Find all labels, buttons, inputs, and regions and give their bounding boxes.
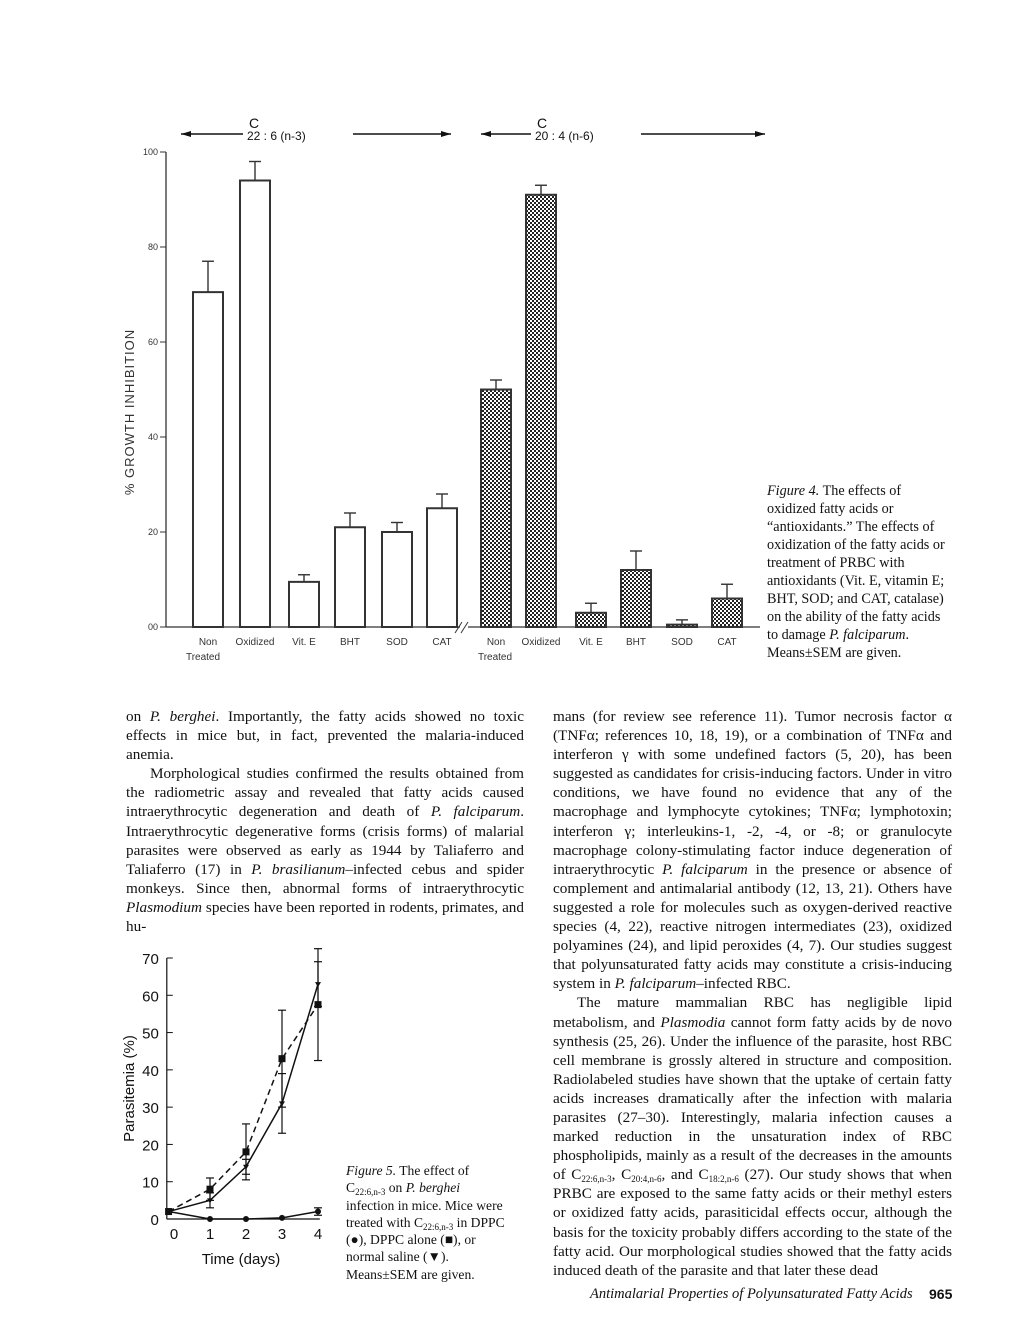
right-column-text	[553, 707, 952, 1280]
svg-text:C: C	[537, 115, 548, 131]
svg-text:30: 30	[142, 1100, 159, 1118]
svg-text:10: 10	[142, 1174, 159, 1192]
svg-text:100: 100	[142, 147, 158, 157]
svg-text:SOD: SOD	[671, 637, 693, 648]
svg-text:22 : 6 (n-3): 22 : 6 (n-3)	[247, 129, 306, 143]
bar	[667, 625, 697, 627]
left-column-text	[126, 707, 524, 936]
svg-text:50: 50	[142, 1025, 159, 1043]
paragraph: mans (for review see reference 11). Tumor necrosis factor α (TNFα; references 10, 18, 19), or a combination of TNFα and interferon γ with some undefined factors (5, 20), has been suggested as candidates for crisis-inducing factors. Under in vitro conditions, we have found no evidence that any of the macrophage and lymphocyte cytokines; TNFα; lymphotoxin; interferon γ; interleukins-1, -2, -4, or -8; or granulocyte macrophage colony-stimulating factor induce degeneration of intraerythrocytic P. falciparum in the presence or absence of complement and antimalarial antibody (12, 13, 21). Others have suggested a role for molecules such as oxygen-derived reactive species (4, 22), reactive nitrogen intermediates (23), oxidized polyamines (24), and lipid peroxides (4, 7). Our studies suggest that polyunsaturated fatty acids may constitute a crisis-inducing system in P. falciparum–infected RBC.	[553, 708, 952, 993]
svg-text:BHT: BHT	[626, 637, 646, 648]
svg-text:00: 00	[147, 622, 158, 632]
marker-circle	[207, 1216, 213, 1222]
svg-text:Treated: Treated	[477, 652, 513, 663]
svg-text:Vit. E: Vit. E	[579, 637, 603, 648]
svg-text:CAT: CAT	[717, 637, 737, 648]
marker-square	[279, 1055, 286, 1062]
svg-text:Non: Non	[198, 637, 218, 648]
svg-text:BHT: BHT	[340, 637, 360, 648]
svg-text:70: 70	[142, 951, 159, 968]
marker-circle	[315, 1209, 321, 1215]
svg-text:Oxidized: Oxidized	[521, 637, 561, 648]
bar	[335, 527, 365, 627]
bar	[481, 390, 511, 628]
paragraph: on P. berghei. Importantly, the fatty acids showed no toxic effects in mice but, in fact, prevented the malaria-induced anemia.	[126, 708, 525, 764]
y-axis-label: % GROWTH INHIBITION	[122, 328, 137, 496]
marker-circle	[279, 1215, 285, 1221]
svg-text:40: 40	[147, 432, 158, 442]
svg-text:20: 20	[142, 1137, 159, 1155]
figure-5-caption: Figure 5. The effect of $C_{22:6,n-3}$ on P. berghei infection in mice. Mice were treated with $C_{22:6,n-3}$ in DPPC (●), DPPC alone (■), or normal saline (▼). Means±SEM are given.	[346, 1163, 505, 1282]
svg-text:60: 60	[147, 337, 158, 347]
bar	[382, 532, 412, 627]
svg-text:Treated: Treated	[185, 652, 221, 663]
paragraph: The mature mammalian RBC has negligible lipid metabolism, and Plasmodia cannot form fatty acids by de novo synthesis (25, 26). Under the influence of the parasite, host RBC cell membrane is grossly altered in structure and composition. Radiolabeled studies have shown that the uptake of certain fatty acids increases dramatically after the infection with malaria parasites (27–30). Interestingly, malaria infection causes a marked reduction in the unsaturation index of RBC phospholipids, mainly as a result of the decreases in the amounts of $C_{22:6,n-3}$, $C_{20:4,n-6}$, and $C_{18:2,n-6}$ (27). Our study shows that when PRBC are exposed to the same fatty acids or their methyl esters or oxidized fatty acids, parasiticidal effects occur, although the basis for the toxicity probably differs according to the state of the fatty acid. Our morphological studies showed that the fatty acids induced death of the parasite and that later these dead	[553, 994, 953, 1279]
svg-text:60: 60	[142, 988, 159, 1006]
bar	[576, 613, 606, 627]
marker-square	[207, 1186, 214, 1193]
bar	[712, 599, 742, 628]
svg-text:Vit. E: Vit. E	[292, 637, 316, 648]
svg-text:20 : 4 (n-6): 20 : 4 (n-6)	[535, 129, 594, 143]
bar	[240, 181, 270, 628]
figure-4-label: Figure 4.	[767, 483, 820, 499]
svg-text:Oxidized: Oxidized	[235, 637, 275, 648]
svg-text:CAT: CAT	[432, 637, 452, 648]
figure-5-label: Figure 5.	[346, 1163, 397, 1178]
svg-text:C: C	[249, 115, 260, 131]
svg-text:4: 4	[313, 1226, 323, 1243]
bar	[289, 582, 319, 627]
bar	[427, 508, 457, 627]
svg-text:3: 3	[277, 1226, 287, 1243]
svg-text:SOD: SOD	[386, 637, 408, 648]
svg-text:0: 0	[150, 1212, 159, 1229]
y-axis-label: Parasitemia (%)	[121, 1035, 138, 1142]
svg-text:80: 80	[147, 242, 158, 252]
svg-text:1: 1	[205, 1226, 215, 1243]
svg-text:20: 20	[147, 527, 158, 537]
paragraph: Morphological studies confirmed the results obtained from the radiometric assay and revealed that fatty acids caused intraerythrocytic degeneration and death of P. falciparum. Intraerythrocytic degenerative forms (crisis forms) of malarial parasites were observed as early as 1944 by Taliaferro and Taliaferro (17) in P. brasilianum–infected cebus and spider monkeys. Since then, abnormal forms of intraerythrocytic Plasmodium species have been reported in rodents, primates, and hu-	[126, 765, 525, 936]
running-title: Antimalarial Properties of Polyunsaturated Fatty Acids	[590, 1286, 913, 1302]
bar	[193, 292, 223, 627]
bar	[526, 195, 556, 627]
marker-square	[243, 1148, 250, 1155]
svg-text:40: 40	[142, 1062, 159, 1080]
svg-text:2: 2	[241, 1226, 251, 1243]
figure-5-line-chart	[100, 940, 340, 1270]
marker-triangle	[315, 982, 321, 987]
x-axis-label: Time (days)	[201, 1251, 281, 1268]
svg-text:Non: Non	[486, 637, 506, 648]
page-number: 965	[929, 1286, 953, 1302]
marker-circle	[243, 1216, 249, 1222]
figure-4-caption: Figure 4. The effects of oxidized fatty acids or “antioxidants.” The effects of oxidization of the fatty acids or treatment of PRBC with antioxidants (Vit. E, vitamin E; BHT, SOD; and CAT, catalase) on the ability of the fatty acids to damage P. falciparum. Means±SEM are given.	[767, 483, 945, 661]
bar	[621, 570, 651, 627]
svg-text:0: 0	[169, 1226, 179, 1243]
